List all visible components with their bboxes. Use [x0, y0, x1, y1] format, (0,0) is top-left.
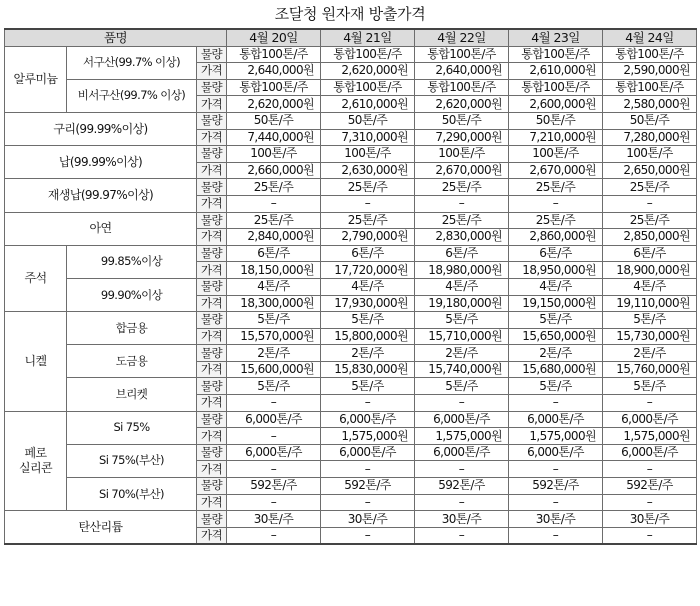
qty-cell: 6톤/주: [321, 245, 415, 262]
table-row: [5, 212, 697, 229]
qty-label: 물량: [197, 112, 227, 129]
price-label: 가격: [197, 262, 227, 279]
qty-cell: 6톤/주: [415, 245, 509, 262]
price-cell: 15,570,000원: [227, 328, 321, 345]
qty-cell: 5톤/주: [509, 378, 603, 395]
qty-cell: 5톤/주: [603, 378, 697, 395]
price-cell: 2,830,000원: [415, 229, 509, 246]
qty-cell: 2톤/주: [227, 345, 321, 362]
table-header-row: [5, 29, 697, 46]
qty-cell: 6,000톤/주: [603, 411, 697, 428]
price-label: 가격: [197, 129, 227, 146]
price-cell: 2,670,000원: [415, 162, 509, 179]
price-cell: –: [509, 461, 603, 478]
qty-cell: 4톤/주: [415, 278, 509, 295]
qty-cell: 통합100톤/주: [603, 79, 697, 96]
table-body: [5, 46, 697, 544]
price-cell: 19,150,000원: [509, 295, 603, 312]
qty-cell: 592톤/주: [321, 478, 415, 495]
price-cell: –: [415, 494, 509, 511]
price-cell: 15,830,000원: [321, 361, 415, 378]
price-cell: 17,930,000원: [321, 295, 415, 312]
qty-cell: 25톤/주: [603, 212, 697, 229]
qty-cell: 5톤/주: [415, 312, 509, 329]
price-cell: –: [415, 195, 509, 212]
qty-cell: 100톤/주: [415, 146, 509, 163]
qty-cell: 30톤/주: [415, 511, 509, 528]
price-cell: 15,740,000원: [415, 361, 509, 378]
qty-cell: 592톤/주: [227, 478, 321, 495]
header-date: 4월 20일: [227, 29, 321, 46]
price-label: 가격: [197, 195, 227, 212]
qty-cell: 25톤/주: [321, 212, 415, 229]
price-cell: 1,575,000원: [321, 428, 415, 445]
price-cell: –: [227, 395, 321, 412]
qty-cell: 2톤/주: [321, 345, 415, 362]
page-title: 조달청 원자재 방출가격: [274, 5, 426, 23]
price-cell: 18,150,000원: [227, 262, 321, 279]
qty-cell: 25톤/주: [603, 179, 697, 196]
table-row: [5, 146, 697, 163]
table-row: [5, 46, 697, 63]
qty-label: 물량: [197, 312, 227, 329]
subcategory-cell: Si 75%: [67, 411, 197, 444]
category-cell: 주석: [5, 245, 67, 311]
price-cell: 1,575,000원: [509, 428, 603, 445]
price-cell: 15,800,000원: [321, 328, 415, 345]
price-cell: –: [509, 395, 603, 412]
price-cell: –: [603, 461, 697, 478]
table-row: [5, 112, 697, 129]
price-cell: 15,760,000원: [603, 361, 697, 378]
price-cell: 2,620,000원: [415, 96, 509, 113]
price-cell: 15,730,000원: [603, 328, 697, 345]
price-cell: 2,630,000원: [321, 162, 415, 179]
price-cell: –: [603, 395, 697, 412]
qty-label: 물량: [197, 478, 227, 495]
header-item: 품명: [5, 29, 227, 46]
qty-cell: 통합100톤/주: [509, 46, 603, 63]
price-cell: 2,620,000원: [227, 96, 321, 113]
price-label: 가격: [197, 162, 227, 179]
qty-cell: 25톤/주: [509, 212, 603, 229]
qty-cell: 50톤/주: [603, 112, 697, 129]
category-cell: 알루미늄: [5, 46, 67, 112]
qty-cell: 6,000톤/주: [509, 444, 603, 461]
qty-label: 물량: [197, 245, 227, 262]
qty-cell: 30톤/주: [603, 511, 697, 528]
qty-label: 물량: [197, 444, 227, 461]
price-cell: 7,210,000원: [509, 129, 603, 146]
qty-cell: 100톤/주: [227, 146, 321, 163]
price-cell: –: [227, 428, 321, 445]
qty-cell: 통합100톤/주: [321, 79, 415, 96]
qty-label: 물량: [197, 378, 227, 395]
qty-label: 물량: [197, 411, 227, 428]
table-row: [5, 179, 697, 196]
table-row: [5, 378, 697, 395]
price-cell: 2,580,000원: [603, 96, 697, 113]
price-cell: 2,620,000원: [321, 63, 415, 80]
header-date: 4월 21일: [321, 29, 415, 46]
price-label: 가격: [197, 361, 227, 378]
qty-label: 물량: [197, 511, 227, 528]
price-cell: 2,610,000원: [509, 63, 603, 80]
qty-label: 물량: [197, 79, 227, 96]
qty-label: 물량: [197, 345, 227, 362]
qty-cell: 50톤/주: [321, 112, 415, 129]
qty-cell: 5톤/주: [321, 378, 415, 395]
price-cell: 2,860,000원: [509, 229, 603, 246]
qty-cell: 25톤/주: [415, 179, 509, 196]
price-cell: 18,900,000원: [603, 262, 697, 279]
table-row: [5, 278, 697, 295]
qty-cell: 50톤/주: [509, 112, 603, 129]
price-cell: 18,300,000원: [227, 295, 321, 312]
price-label: 가격: [197, 494, 227, 511]
qty-cell: 6,000톤/주: [321, 411, 415, 428]
price-cell: –: [603, 527, 697, 544]
price-table: [4, 28, 697, 545]
qty-cell: 6,000톤/주: [603, 444, 697, 461]
price-cell: 18,950,000원: [509, 262, 603, 279]
price-cell: –: [415, 527, 509, 544]
qty-cell: 592톤/주: [509, 478, 603, 495]
price-cell: –: [321, 395, 415, 412]
qty-cell: 30톤/주: [509, 511, 603, 528]
qty-cell: 통합100톤/주: [321, 46, 415, 63]
price-cell: 15,600,000원: [227, 361, 321, 378]
price-cell: 2,650,000원: [603, 162, 697, 179]
qty-cell: 4톤/주: [509, 278, 603, 295]
table-row: [5, 511, 697, 528]
price-label: 가격: [197, 395, 227, 412]
qty-cell: 통합100톤/주: [603, 46, 697, 63]
price-cell: 2,600,000원: [509, 96, 603, 113]
qty-cell: 통합100톤/주: [227, 79, 321, 96]
header-date: 4월 24일: [603, 29, 697, 46]
qty-cell: 5톤/주: [415, 378, 509, 395]
price-label: 가격: [197, 96, 227, 113]
price-cell: –: [321, 527, 415, 544]
qty-cell: 5톤/주: [227, 378, 321, 395]
price-cell: 17,720,000원: [321, 262, 415, 279]
table-row: [5, 79, 697, 96]
qty-cell: 6,000톤/주: [509, 411, 603, 428]
table-row: [5, 444, 697, 461]
qty-cell: 4톤/주: [321, 278, 415, 295]
category-cell: 탄산리튬: [5, 511, 197, 545]
category-cell: 재생납(99.97%이상): [5, 179, 197, 212]
qty-cell: 통합100톤/주: [509, 79, 603, 96]
qty-cell: 5톤/주: [321, 312, 415, 329]
qty-cell: 2톤/주: [603, 345, 697, 362]
category-cell: 아연: [5, 212, 197, 245]
price-cell: –: [227, 195, 321, 212]
price-cell: 7,440,000원: [227, 129, 321, 146]
price-cell: 15,710,000원: [415, 328, 509, 345]
price-cell: –: [227, 461, 321, 478]
qty-cell: 30톤/주: [227, 511, 321, 528]
table-row: [5, 312, 697, 329]
price-cell: 7,290,000원: [415, 129, 509, 146]
qty-cell: 6톤/주: [509, 245, 603, 262]
subcategory-cell: Si 75%(부산): [67, 444, 197, 477]
category-cell: 페로 실리콘: [5, 411, 67, 511]
qty-cell: 25톤/주: [509, 179, 603, 196]
price-cell: –: [321, 494, 415, 511]
table-row: [5, 245, 697, 262]
price-cell: 2,660,000원: [227, 162, 321, 179]
qty-cell: 4톤/주: [603, 278, 697, 295]
qty-cell: 5톤/주: [509, 312, 603, 329]
qty-cell: 5톤/주: [603, 312, 697, 329]
price-cell: –: [321, 195, 415, 212]
price-cell: 7,280,000원: [603, 129, 697, 146]
qty-cell: 6,000톤/주: [415, 411, 509, 428]
price-cell: 2,640,000원: [415, 63, 509, 80]
category-cell: 납(99.99%이상): [5, 146, 197, 179]
qty-cell: 6,000톤/주: [415, 444, 509, 461]
subcategory-cell: 99.85%이상: [67, 245, 197, 278]
subcategory-cell: 서구산(99.7% 이상): [67, 46, 197, 79]
qty-cell: 2톤/주: [415, 345, 509, 362]
price-cell: –: [321, 461, 415, 478]
qty-label: 물량: [197, 146, 227, 163]
qty-cell: 50톤/주: [227, 112, 321, 129]
price-cell: –: [509, 195, 603, 212]
price-cell: 7,310,000원: [321, 129, 415, 146]
price-cell: 19,110,000원: [603, 295, 697, 312]
qty-cell: 6톤/주: [603, 245, 697, 262]
price-cell: –: [509, 527, 603, 544]
qty-label: 물량: [197, 46, 227, 63]
qty-cell: 25톤/주: [415, 212, 509, 229]
price-label: 가격: [197, 63, 227, 80]
qty-label: 물량: [197, 278, 227, 295]
qty-cell: 2톤/주: [509, 345, 603, 362]
qty-cell: 5톤/주: [227, 312, 321, 329]
qty-cell: 100톤/주: [321, 146, 415, 163]
price-cell: –: [603, 195, 697, 212]
qty-cell: 통합100톤/주: [415, 46, 509, 63]
price-cell: –: [603, 494, 697, 511]
price-cell: 2,590,000원: [603, 63, 697, 80]
qty-cell: 통합100톤/주: [227, 46, 321, 63]
price-cell: 19,180,000원: [415, 295, 509, 312]
price-cell: 2,670,000원: [509, 162, 603, 179]
qty-cell: 100톤/주: [509, 146, 603, 163]
qty-cell: 25톤/주: [321, 179, 415, 196]
qty-cell: 30톤/주: [321, 511, 415, 528]
subcategory-cell: 99.90%이상: [67, 278, 197, 311]
subcategory-cell: 비서구산(99.7% 이상): [67, 79, 197, 112]
qty-cell: 592톤/주: [415, 478, 509, 495]
table-row: [5, 478, 697, 495]
price-cell: –: [227, 527, 321, 544]
qty-cell: 592톤/주: [603, 478, 697, 495]
price-cell: 2,840,000원: [227, 229, 321, 246]
price-cell: 1,575,000원: [603, 428, 697, 445]
price-cell: –: [415, 395, 509, 412]
qty-cell: 25톤/주: [227, 212, 321, 229]
price-label: 가격: [197, 328, 227, 345]
price-label: 가격: [197, 461, 227, 478]
price-cell: –: [415, 461, 509, 478]
price-cell: –: [509, 494, 603, 511]
price-label: 가격: [197, 527, 227, 544]
qty-cell: 통합100톤/주: [415, 79, 509, 96]
price-cell: 18,980,000원: [415, 262, 509, 279]
price-label: 가격: [197, 229, 227, 246]
qty-cell: 6,000톤/주: [227, 444, 321, 461]
table-row: [5, 345, 697, 362]
price-label: 가격: [197, 428, 227, 445]
price-cell: –: [227, 494, 321, 511]
price-label: 가격: [197, 295, 227, 312]
qty-cell: 4톤/주: [227, 278, 321, 295]
header-date: 4월 22일: [415, 29, 509, 46]
category-cell: 니켈: [5, 312, 67, 412]
price-cell: 2,640,000원: [227, 63, 321, 80]
price-cell: 2,610,000원: [321, 96, 415, 113]
qty-cell: 100톤/주: [603, 146, 697, 163]
table-row: [5, 411, 697, 428]
qty-cell: 25톤/주: [227, 179, 321, 196]
price-cell: 15,680,000원: [509, 361, 603, 378]
header-date: 4월 23일: [509, 29, 603, 46]
price-cell: 15,650,000원: [509, 328, 603, 345]
price-cell: 1,575,000원: [415, 428, 509, 445]
qty-cell: 6,000톤/주: [227, 411, 321, 428]
subcategory-cell: 합금용: [67, 312, 197, 345]
price-cell: 2,790,000원: [321, 229, 415, 246]
subcategory-cell: Si 70%(부산): [67, 478, 197, 511]
qty-label: 물량: [197, 179, 227, 196]
qty-cell: 50톤/주: [415, 112, 509, 129]
subcategory-cell: 도금용: [67, 345, 197, 378]
qty-cell: 6톤/주: [227, 245, 321, 262]
qty-cell: 6,000톤/주: [321, 444, 415, 461]
qty-label: 물량: [197, 212, 227, 229]
price-cell: 2,850,000원: [603, 229, 697, 246]
subcategory-cell: 브리켓: [67, 378, 197, 411]
category-cell: 구리(99.99%이상): [5, 112, 197, 145]
